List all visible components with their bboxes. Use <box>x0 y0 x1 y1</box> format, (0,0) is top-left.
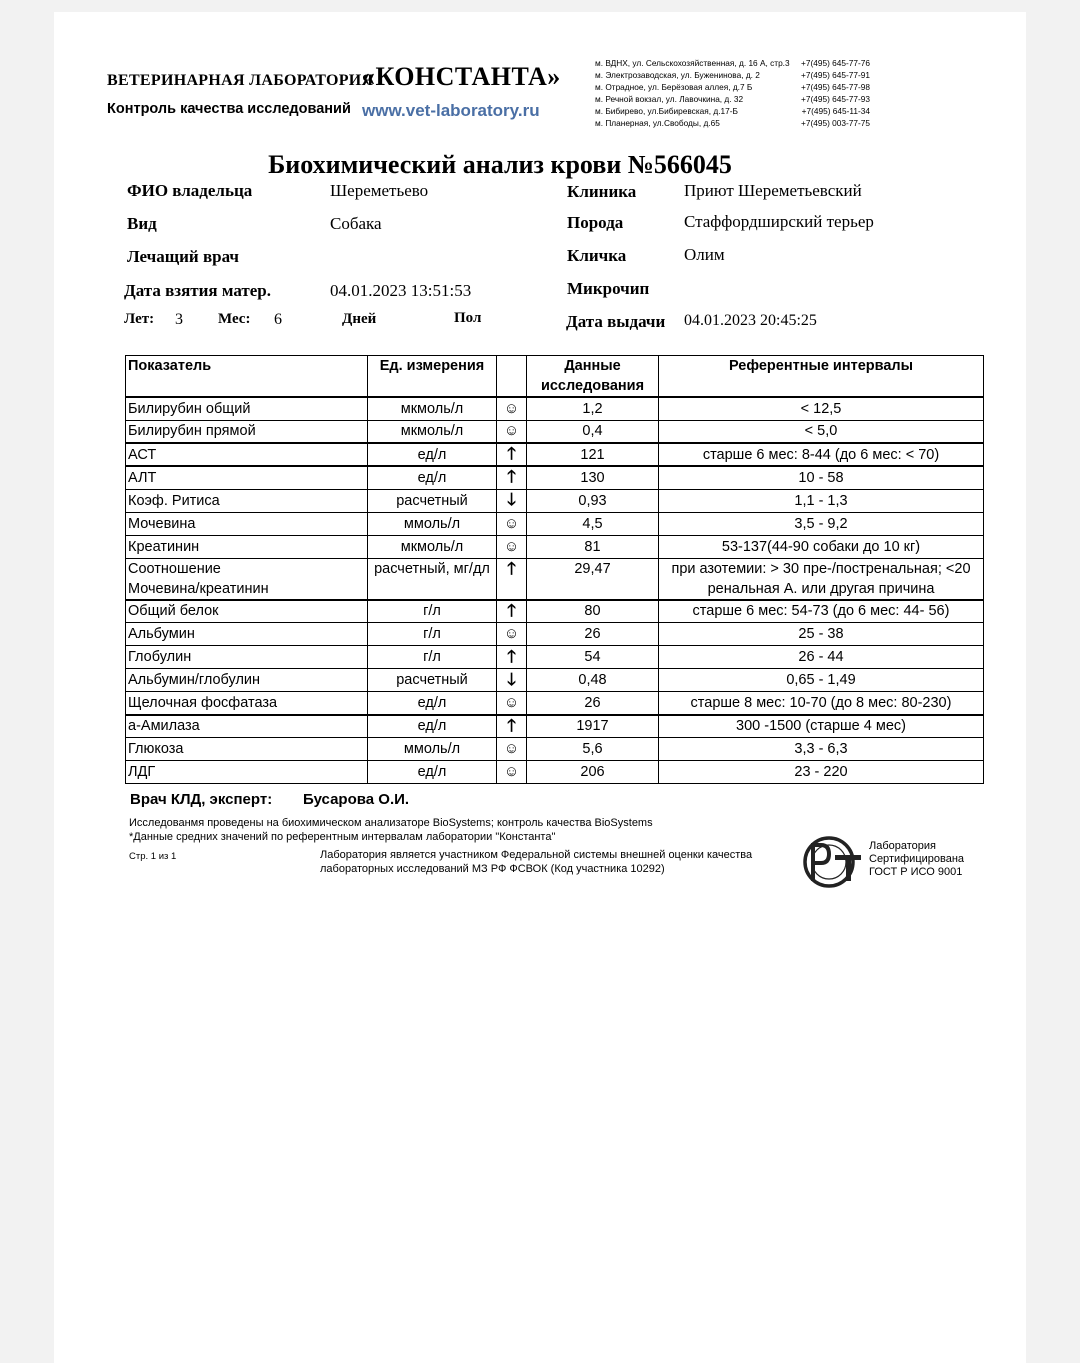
cell-value: 130 <box>527 466 659 489</box>
issue-date-value: 04.01.2023 20:45:25 <box>684 312 817 329</box>
years-value: 3 <box>175 311 183 328</box>
cell-value: 1,2 <box>527 397 659 420</box>
smiley-icon: ☺ <box>503 693 520 711</box>
arrow-up-icon: 🡑 <box>507 467 516 487</box>
cell-flag <box>497 558 527 600</box>
years-label: Лет: <box>124 311 155 327</box>
cell-flag <box>497 692 527 715</box>
cell-ref <box>659 558 984 600</box>
certification-text <box>869 840 964 879</box>
table-row <box>126 535 984 558</box>
cell-param <box>126 558 368 600</box>
owner-label: ФИО владельца <box>127 181 253 200</box>
lab-name: ВЕТЕРИНАРНАЯ ЛАБОРАТОРИЯ <box>107 72 374 89</box>
table-row <box>126 623 984 646</box>
smiley-icon: ☺ <box>503 740 520 757</box>
cell-value: 0,48 <box>527 669 659 692</box>
address-row <box>595 117 870 129</box>
param-text: АЛТ <box>128 469 157 486</box>
address-row <box>595 57 870 69</box>
smiley-icon: ☺ <box>503 625 520 642</box>
cell-value: 26 <box>527 623 659 646</box>
cell-param <box>126 397 368 420</box>
address-text: м. Отрадное, ул. Берёзовая аллея, д.7 Б <box>595 82 753 92</box>
header-value-line2: исследования <box>540 378 645 394</box>
address-text: м. Бибирево, ул.Бибиревская, д.17-Б <box>595 106 738 116</box>
arrow-up-icon: 🡑 <box>507 444 516 463</box>
months-value: 6 <box>274 311 282 328</box>
cell-unit: мкмоль/л <box>368 420 497 443</box>
ref-text: 300 -1500 (старше 4 мес) <box>736 718 906 735</box>
cell-ref <box>659 489 984 512</box>
ref-text: < 12,5 <box>800 400 842 417</box>
document-title: Биохимический анализ крови №566045 <box>268 150 732 179</box>
address-text: м. Электрозаводская, ул. Буженинова, д. 2 <box>595 70 760 80</box>
ref-text: 3,3 - 6,3 <box>794 741 848 757</box>
report-page <box>54 12 1026 1363</box>
cert-line1: Лаборатория <box>869 840 936 852</box>
param-text: Альбумин/глобулин <box>128 672 261 688</box>
cell-flag <box>497 738 527 761</box>
cell-flag <box>497 420 527 443</box>
cell-flag <box>497 535 527 558</box>
address-phone: +7(495) 003-77-75 <box>801 118 870 128</box>
expert-label: Врач КЛД, эксперт: <box>130 791 273 808</box>
cell-ref <box>659 397 984 420</box>
cell-param <box>126 535 368 558</box>
table-row <box>126 600 984 623</box>
cell-ref <box>659 715 984 738</box>
arrow-down-icon: 🡓 <box>507 669 516 689</box>
param-text-line2: Мочевина/креатинин <box>128 580 269 597</box>
pet-name-value: Олим <box>684 245 725 264</box>
cell-value: 0,4 <box>527 420 659 443</box>
cell-unit: ммоль/л <box>368 512 497 535</box>
cell-unit: ммоль/л <box>368 738 497 761</box>
param-text: Щелочная фосфатаза <box>128 694 278 711</box>
expert-name: Бусарова О.И. <box>303 791 410 808</box>
ref-text: < 5,0 <box>804 423 838 440</box>
ref-text: 53-137(44-90 собаки до 10 кг) <box>721 538 921 555</box>
param-text: а-Амилаза <box>128 718 200 735</box>
param-text: Общий белок <box>128 603 219 620</box>
cell-ref <box>659 600 984 623</box>
param-text: Глобулин <box>128 649 192 665</box>
quality-control-tagline: Контроль качества исследований <box>107 101 351 117</box>
cell-param <box>126 512 368 535</box>
lab-website-link[interactable]: www.vet-laboratory.ru <box>362 101 540 120</box>
page-number: Стр. 1 из 1 <box>129 851 177 862</box>
address-row <box>595 81 870 93</box>
smiley-icon: ☺ <box>503 422 520 440</box>
cell-value: 4,5 <box>527 512 659 535</box>
ref-text: 25 - 38 <box>798 626 844 642</box>
ref-text: 23 - 220 <box>794 764 848 780</box>
ref-text: при азотемии: > 30 пре-/постренальная; <20 <box>671 560 971 577</box>
table-row <box>126 397 984 420</box>
cell-value: 5,6 <box>527 738 659 761</box>
days-label: Дней <box>342 311 377 327</box>
header-param: Показатель <box>126 356 368 398</box>
reference-note: *Данные средних значений по референтным интервалам лаборатории "Константа" <box>129 831 556 843</box>
cell-value: 81 <box>527 535 659 558</box>
param-text: Креатинин <box>128 538 200 555</box>
param-text: Коэф. Ритиса <box>128 492 220 509</box>
breed-label: Порода <box>567 213 624 232</box>
species-label: Вид <box>127 214 157 233</box>
cell-param <box>126 646 368 669</box>
cell-param <box>126 715 368 738</box>
cell-unit: ед/л <box>368 443 497 466</box>
table-row <box>126 669 984 692</box>
header-value-line1: Данные <box>564 358 621 374</box>
arrow-down-icon: 🡓 <box>507 490 516 509</box>
cell-ref <box>659 646 984 669</box>
cell-param <box>126 600 368 623</box>
cell-unit: расчетный <box>368 489 497 512</box>
table-row <box>126 443 984 466</box>
cell-param <box>126 420 368 443</box>
issue-date-label: Дата выдачи <box>566 312 666 331</box>
header-value <box>527 356 659 398</box>
sex-label: Пол <box>454 310 482 326</box>
cell-value: 80 <box>527 600 659 623</box>
ref-text: 10 - 58 <box>798 469 844 486</box>
address-phone: +7(495) 645-77-93 <box>801 94 870 104</box>
address-phone: +7(495) 645-77-76 <box>801 58 870 68</box>
arrow-up-icon: 🡑 <box>507 646 516 666</box>
cell-flag <box>497 646 527 669</box>
cell-flag <box>497 761 527 784</box>
address-phone: +7(495) 645-77-91 <box>801 70 870 80</box>
cell-flag <box>497 600 527 623</box>
doctor-label: Лечащий врач <box>127 247 239 266</box>
cell-param <box>126 692 368 715</box>
param-text: Соотношение <box>128 560 221 577</box>
param-text: Альбумин <box>128 626 195 642</box>
ref-text-line2: ренальная А. или другая причина <box>707 580 935 597</box>
param-text: АСТ <box>128 446 157 463</box>
table-row <box>126 489 984 512</box>
cell-unit: г/л <box>368 646 497 669</box>
sample-date-label: Дата взятия матер. <box>124 281 271 300</box>
address-row <box>595 93 870 105</box>
fsvok-line2: лабораторных исследований МЗ РФ ФСВОК (Код участника 10292) <box>320 863 665 875</box>
cell-flag <box>497 715 527 738</box>
cell-param <box>126 669 368 692</box>
species-value: Собака <box>330 214 382 233</box>
cell-unit: ед/л <box>368 466 497 489</box>
cell-flag <box>497 512 527 535</box>
arrow-up-icon: 🡑 <box>507 558 516 578</box>
cell-flag <box>497 443 527 466</box>
cell-ref <box>659 761 984 784</box>
table-row <box>126 692 984 715</box>
cert-line3: ГОСТ Р ИСО 9001 <box>869 866 963 878</box>
sample-date-value: 04.01.2023 13:51:53 <box>330 281 472 300</box>
pet-name-label: Кличка <box>567 246 627 265</box>
table-row <box>126 738 984 761</box>
breed-value: Стаффордширский терьер <box>684 212 874 231</box>
smiley-icon: ☺ <box>503 537 520 555</box>
cell-param <box>126 489 368 512</box>
ref-text: 0,65 - 1,49 <box>786 672 856 688</box>
address-row <box>595 105 870 117</box>
cell-value: 206 <box>527 761 659 784</box>
cell-param <box>126 623 368 646</box>
ref-text: старше 6 мес: 8-44 (до 6 мес: < 70) <box>702 446 940 463</box>
header-flag <box>497 356 527 398</box>
lab-brand: «КОНСТАНТА» <box>362 62 561 91</box>
table-row <box>126 466 984 489</box>
microchip-label: Микрочип <box>567 279 650 298</box>
cell-unit: г/л <box>368 600 497 623</box>
arrow-up-icon: 🡑 <box>507 600 516 620</box>
cell-ref <box>659 692 984 715</box>
cell-ref <box>659 669 984 692</box>
analyzer-note: Исследованмя проведены на биохимическом анализаторе BioSystems; контроль качества BioSystems <box>129 817 653 829</box>
cell-value: 54 <box>527 646 659 669</box>
address-text: м. ВДНХ, ул. Сельскохозяйственная, д. 16 А, стр.3 <box>595 58 790 68</box>
cell-flag <box>497 397 527 420</box>
cell-value: 26 <box>527 692 659 715</box>
address-text: м. Речной вокзал, ул. Лавочкина, д. 32 <box>595 94 744 104</box>
cert-line2: Сертифицирована <box>869 853 965 865</box>
param-text: Билирубин общий <box>128 400 251 417</box>
cell-ref <box>659 738 984 761</box>
cell-ref <box>659 443 984 466</box>
ref-text: старше 8 мес: 10-70 (до 8 мес: 80-230) <box>690 694 952 711</box>
cell-unit: расчетный <box>368 669 497 692</box>
table-row <box>126 512 984 535</box>
owner-value: Шереметьево <box>330 181 429 200</box>
clinic-value: Приют Шереметьевский <box>684 181 862 200</box>
param-text: Глюкоза <box>128 741 184 757</box>
cell-value: 29,47 <box>527 558 659 600</box>
param-text: Билирубин прямой <box>128 423 256 440</box>
table-row <box>126 558 984 600</box>
results-table <box>125 355 984 784</box>
header-unit: Ед. измерения <box>368 356 497 398</box>
cell-unit: расчетный, мг/дл <box>368 558 497 600</box>
cell-value: 1917 <box>527 715 659 738</box>
table-header-row <box>126 356 984 398</box>
cell-param <box>126 443 368 466</box>
cell-ref <box>659 535 984 558</box>
certification-logo-icon <box>801 835 863 889</box>
cell-flag <box>497 466 527 489</box>
param-text: Мочевина <box>128 515 196 532</box>
cell-unit: ед/л <box>368 692 497 715</box>
table-row <box>126 646 984 669</box>
ref-text: старше 6 мес: 54-73 (до 6 мес: 44- 56) <box>692 603 950 620</box>
cell-unit: г/л <box>368 623 497 646</box>
ref-text: 3,5 - 9,2 <box>794 515 848 532</box>
fsvok-line1: Лаборатория является участником Федеральной системы внешней оценки качества <box>320 849 753 861</box>
cell-param <box>126 738 368 761</box>
cell-value: 0,93 <box>527 489 659 512</box>
address-phone: +7(495) 645-77-98 <box>801 82 870 92</box>
clinic-label: Клиника <box>567 182 637 201</box>
header-ref: Референтные интервалы <box>659 356 984 398</box>
ref-text: 26 - 44 <box>798 649 844 665</box>
cell-flag <box>497 489 527 512</box>
param-text: ЛДГ <box>128 764 156 780</box>
address-row <box>595 69 870 81</box>
address-list <box>595 57 870 129</box>
cell-ref <box>659 420 984 443</box>
cell-unit: мкмоль/л <box>368 535 497 558</box>
fsvok-note <box>320 848 752 876</box>
cell-ref <box>659 623 984 646</box>
months-label: Мес: <box>218 311 251 327</box>
ref-text: 1,1 - 1,3 <box>794 492 848 509</box>
table-row <box>126 761 984 784</box>
address-phone: +7(495) 645-11-34 <box>801 106 870 116</box>
cell-value: 121 <box>527 443 659 466</box>
table-row <box>126 715 984 738</box>
cell-ref <box>659 466 984 489</box>
cell-flag <box>497 669 527 692</box>
address-text: м. Планерная, ул.Свободы, д.65 <box>595 118 720 128</box>
cell-unit: ед/л <box>368 761 497 784</box>
smiley-icon: ☺ <box>503 763 520 780</box>
smiley-icon: ☺ <box>503 514 520 532</box>
table-row <box>126 420 984 443</box>
cell-ref <box>659 512 984 535</box>
cell-unit: мкмоль/л <box>368 397 497 420</box>
cell-unit: ед/л <box>368 715 497 738</box>
cell-param <box>126 466 368 489</box>
cell-flag <box>497 623 527 646</box>
cell-param <box>126 761 368 784</box>
smiley-icon: ☺ <box>503 399 520 417</box>
arrow-up-icon: 🡑 <box>507 715 516 735</box>
